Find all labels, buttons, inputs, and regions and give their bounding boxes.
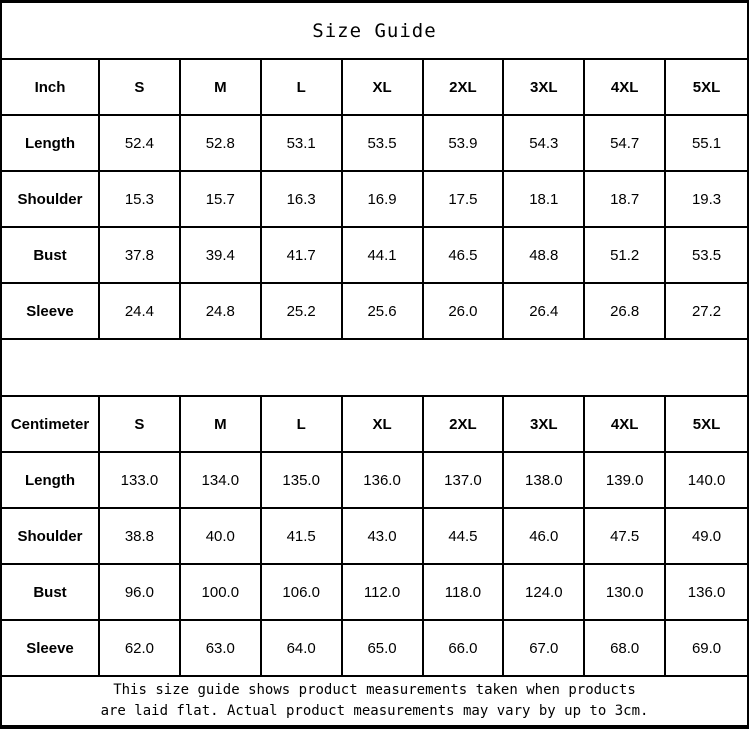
measurement-cell: 18.7: [585, 172, 666, 228]
measurement-cell: 53.5: [666, 228, 747, 284]
size-header: 3XL: [504, 397, 585, 453]
measurement-cell: 138.0: [504, 453, 585, 509]
measurement-cell: 39.4: [181, 228, 262, 284]
measurement-cell: 18.1: [504, 172, 585, 228]
size-header: S: [100, 397, 181, 453]
measurement-cell: 65.0: [343, 621, 424, 677]
measurement-cell: 26.0: [424, 284, 505, 340]
size-header: 4XL: [585, 60, 666, 116]
size-header: M: [181, 397, 262, 453]
measurement-cell: 16.9: [343, 172, 424, 228]
measurement-cell: 17.5: [424, 172, 505, 228]
measurement-cell: 46.0: [504, 509, 585, 565]
measurement-cell: 66.0: [424, 621, 505, 677]
size-header: 3XL: [504, 60, 585, 116]
table-row: [2, 172, 747, 228]
measurement-cell: 47.5: [585, 509, 666, 565]
unit-header-centimeter: Centimeter: [2, 397, 100, 453]
row-label: Bust: [2, 228, 100, 284]
measurement-cell: 133.0: [100, 453, 181, 509]
measurement-cell: 44.1: [343, 228, 424, 284]
spacer-row: [2, 340, 747, 397]
measurement-cell: 51.2: [585, 228, 666, 284]
size-header: XL: [343, 60, 424, 116]
table-row: [2, 621, 747, 677]
size-header: XL: [343, 397, 424, 453]
measurement-cell: 106.0: [262, 565, 343, 621]
table-row: [2, 453, 747, 509]
row-label: Sleeve: [2, 284, 100, 340]
size-header: 4XL: [585, 397, 666, 453]
measurement-cell: 69.0: [666, 621, 747, 677]
measurement-cell: 137.0: [424, 453, 505, 509]
cm-header-row: [2, 397, 747, 453]
measurement-cell: 100.0: [181, 565, 262, 621]
measurement-cell: 124.0: [504, 565, 585, 621]
measurement-cell: 43.0: [343, 509, 424, 565]
size-guide-title: Size Guide: [2, 3, 747, 60]
footer-note: [2, 677, 747, 725]
measurement-cell: 48.8: [504, 228, 585, 284]
measurement-cell: 16.3: [262, 172, 343, 228]
measurement-cell: 64.0: [262, 621, 343, 677]
row-label: Length: [2, 453, 100, 509]
row-label: Shoulder: [2, 172, 100, 228]
measurement-cell: 26.4: [504, 284, 585, 340]
size-header: M: [181, 60, 262, 116]
measurement-cell: 27.2: [666, 284, 747, 340]
measurement-cell: 24.8: [181, 284, 262, 340]
measurement-cell: 139.0: [585, 453, 666, 509]
measurement-cell: 68.0: [585, 621, 666, 677]
measurement-cell: 134.0: [181, 453, 262, 509]
measurement-cell: 15.7: [181, 172, 262, 228]
measurement-cell: 26.8: [585, 284, 666, 340]
measurement-cell: 52.8: [181, 116, 262, 172]
measurement-cell: 52.4: [100, 116, 181, 172]
measurement-cell: 40.0: [181, 509, 262, 565]
measurement-cell: 46.5: [424, 228, 505, 284]
measurement-cell: 130.0: [585, 565, 666, 621]
size-header: 2XL: [424, 397, 505, 453]
size-header: 5XL: [666, 397, 747, 453]
measurement-cell: 53.5: [343, 116, 424, 172]
table-row: [2, 116, 747, 172]
measurement-cell: 54.7: [585, 116, 666, 172]
measurement-cell: 24.4: [100, 284, 181, 340]
measurement-cell: 62.0: [100, 621, 181, 677]
table-row: [2, 228, 747, 284]
measurement-cell: 55.1: [666, 116, 747, 172]
row-label: Sleeve: [2, 621, 100, 677]
size-header: 2XL: [424, 60, 505, 116]
measurement-cell: 44.5: [424, 509, 505, 565]
measurement-cell: 96.0: [100, 565, 181, 621]
row-label: Shoulder: [2, 509, 100, 565]
footer-line-2: are laid flat. Actual product measurements may vary by up to 3cm.: [100, 703, 649, 719]
measurement-cell: 53.9: [424, 116, 505, 172]
measurement-cell: 37.8: [100, 228, 181, 284]
footer-line-1: This size guide shows product measurements taken when products: [113, 682, 636, 698]
size-header: S: [100, 60, 181, 116]
table-row: [2, 565, 747, 621]
measurement-cell: 63.0: [181, 621, 262, 677]
row-label: Bust: [2, 565, 100, 621]
measurement-cell: 118.0: [424, 565, 505, 621]
measurement-cell: 135.0: [262, 453, 343, 509]
size-header: L: [262, 397, 343, 453]
measurement-cell: 140.0: [666, 453, 747, 509]
inch-table: [2, 60, 747, 340]
measurement-cell: 54.3: [504, 116, 585, 172]
table-row: [2, 284, 747, 340]
measurement-cell: 41.5: [262, 509, 343, 565]
size-header: 5XL: [666, 60, 747, 116]
measurement-cell: 38.8: [100, 509, 181, 565]
measurement-cell: 19.3: [666, 172, 747, 228]
measurement-cell: 15.3: [100, 172, 181, 228]
measurement-cell: 136.0: [666, 565, 747, 621]
centimeter-table: [2, 397, 747, 677]
measurement-cell: 112.0: [343, 565, 424, 621]
size-header: L: [262, 60, 343, 116]
table-row: [2, 509, 747, 565]
row-label: Length: [2, 116, 100, 172]
unit-header-inch: Inch: [2, 60, 100, 116]
measurement-cell: 49.0: [666, 509, 747, 565]
measurement-cell: 25.6: [343, 284, 424, 340]
inch-header-row: [2, 60, 747, 116]
measurement-cell: 25.2: [262, 284, 343, 340]
measurement-cell: 136.0: [343, 453, 424, 509]
measurement-cell: 67.0: [504, 621, 585, 677]
measurement-cell: 53.1: [262, 116, 343, 172]
measurement-cell: 41.7: [262, 228, 343, 284]
